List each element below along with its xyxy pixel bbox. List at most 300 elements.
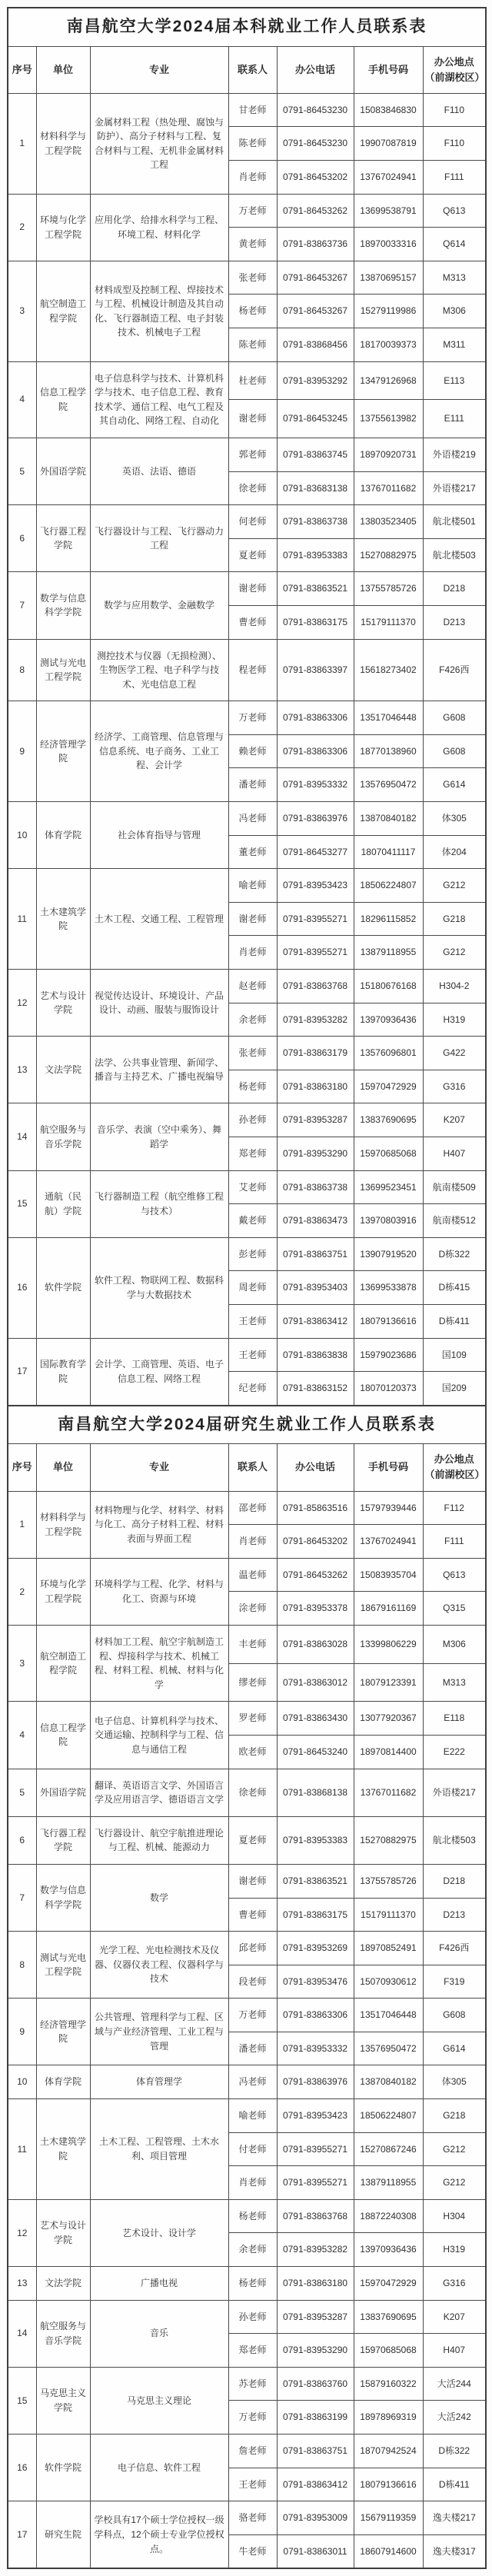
office-location-cell: Q613: [423, 1558, 486, 1592]
office-phone-cell: 0791-83863473: [277, 1204, 354, 1238]
contact-name-cell: 陈老师: [228, 328, 277, 361]
row-number-cell: 7: [8, 572, 36, 639]
office-location-cell: K207: [423, 1103, 486, 1137]
office-location-cell: G422: [423, 1037, 486, 1070]
row-number-cell: 17: [8, 1338, 36, 1406]
unit-cell: 信息工程学院: [36, 361, 90, 438]
table-row: [8, 93, 486, 127]
office-location-cell: D218: [423, 572, 486, 606]
unit-cell: 通航（民航）学院: [36, 1170, 90, 1237]
office-location-cell: E111: [423, 400, 486, 438]
office-location-cell: D213: [423, 1898, 486, 1932]
table-row: [8, 505, 486, 539]
mobile-number-cell: 13970936436: [354, 1003, 423, 1037]
table-title-row: [8, 1406, 486, 1444]
row-number-cell: 9: [8, 1999, 36, 2065]
contact-name-cell: 万老师: [228, 701, 277, 735]
contact-name-cell: 谢老师: [228, 1864, 277, 1898]
office-phone-cell: 0791-83953287: [277, 2300, 354, 2334]
contact-name-cell: 丰老师: [228, 1625, 277, 1663]
contact-name-cell: 杨老师: [228, 1070, 277, 1103]
office-phone-cell: 0791-83953290: [277, 1137, 354, 1171]
office-phone-cell: 0791-83863306: [277, 701, 354, 735]
office-phone-cell: 0791-83953282: [277, 2233, 354, 2267]
mobile-number-cell: 13870840182: [354, 802, 423, 836]
office-location-cell: H319: [423, 1003, 486, 1037]
column-header-contact: 联系人: [228, 46, 277, 93]
mobile-number-cell: 15679119359: [354, 2501, 423, 2535]
office-phone-cell: 0791-83953332: [277, 2032, 354, 2065]
office-phone-cell: 0791-86453230: [277, 93, 354, 127]
unit-cell: 测试与光电工程学院: [36, 639, 90, 701]
mobile-number-cell: 18970852491: [354, 1932, 423, 1965]
office-location-cell: 体204: [423, 835, 486, 869]
mobile-number-cell: 15270882975: [354, 538, 423, 572]
contact-name-cell: 谢老师: [228, 572, 277, 606]
office-phone-cell: 0791-83955271: [277, 2132, 354, 2166]
major-cell: 应用化学、给排水科学与工程、环境工程、材料化学: [90, 194, 228, 261]
office-phone-cell: 0791-85863516: [277, 1491, 354, 1525]
contact-name-cell: 冯老师: [228, 802, 277, 836]
table-row: [8, 2099, 486, 2133]
row-number-cell: 11: [8, 2099, 36, 2200]
office-phone-cell: 0791-83863012: [277, 1663, 354, 1702]
office-phone-cell: 0791-83953282: [277, 1003, 354, 1037]
office-phone-cell: 0791-83863152: [277, 1372, 354, 1406]
office-location-cell: M311: [423, 328, 486, 361]
mobile-number-cell: 18607914600: [354, 2534, 423, 2568]
office-location-cell: G218: [423, 902, 486, 936]
mobile-number-cell: 18079136616: [354, 2468, 423, 2501]
office-phone-cell: 0791-83955271: [277, 936, 354, 970]
office-phone-cell: 0791-83953332: [277, 768, 354, 802]
row-number-cell: 13: [8, 2267, 36, 2301]
table-row: [8, 1103, 486, 1137]
office-phone-cell: 0791-83953009: [277, 2501, 354, 2535]
table-row: [8, 1558, 486, 1592]
mobile-number-cell: 15879160322: [354, 2367, 423, 2401]
office-location-cell: H304-2: [423, 970, 486, 1003]
mobile-number-cell: 13699533878: [354, 1271, 423, 1305]
table-row: [8, 802, 486, 836]
major-cell: 材料加工工程、航空宇航制造工程、焊接科学与技术、机械工程、材料工程、机械、材料与化学: [90, 1625, 228, 1701]
major-cell: 广播电视: [90, 2267, 228, 2301]
contact-name-cell: 王老师: [228, 1304, 277, 1338]
office-phone-cell: 0791-83953383: [277, 1816, 354, 1864]
unit-cell: 信息工程学院: [36, 1702, 90, 1769]
contact-name-cell: 赖老师: [228, 734, 277, 768]
row-number-cell: 1: [8, 93, 36, 194]
undergrad-contact-table: [7, 7, 487, 1406]
mobile-number-cell: 15970685068: [354, 2334, 423, 2368]
mobile-number-cell: 13970803916: [354, 1204, 423, 1238]
contact-name-cell: 詹老师: [228, 2435, 277, 2468]
mobile-number-cell: 15270867246: [354, 2132, 423, 2166]
table-row: [8, 869, 486, 903]
contact-name-cell: 余老师: [228, 1003, 277, 1037]
mobile-number-cell: 15970685068: [354, 1137, 423, 1171]
office-location-cell: G608: [423, 701, 486, 735]
row-number-cell: 12: [8, 970, 36, 1037]
contact-name-cell: 王老师: [228, 1338, 277, 1372]
contact-name-cell: 肖老师: [228, 161, 277, 195]
table-row: [8, 361, 486, 400]
unit-cell: 环境与化学工程学院: [36, 194, 90, 261]
mobile-number-cell: 13517046448: [354, 701, 423, 735]
unit-cell: 环境与化学工程学院: [36, 1558, 90, 1625]
major-cell: 经济学、工商管理、信息管理与信息系统、电子商务、工业工程、会计学: [90, 701, 228, 802]
major-cell: 法学、公共事业管理、新闻学、播音与主持艺术、广播电视编导: [90, 1037, 228, 1103]
table-row: [8, 1338, 486, 1372]
mobile-number-cell: 13907919520: [354, 1237, 423, 1271]
mobile-number-cell: 15279119986: [354, 295, 423, 328]
unit-cell: 航空制造工程学院: [36, 261, 90, 361]
table-row: [8, 2435, 486, 2468]
mobile-number-cell: 15797939446: [354, 1491, 423, 1525]
office-location-cell: G614: [423, 768, 486, 802]
mobile-number-cell: 18978969319: [354, 2401, 423, 2435]
office-location-cell: Q614: [423, 228, 486, 261]
contact-name-cell: 郑老师: [228, 1137, 277, 1171]
mobile-number-cell: 18170039373: [354, 328, 423, 361]
mobile-number-cell: 13767011682: [354, 1769, 423, 1816]
mobile-number-cell: 13755613982: [354, 400, 423, 438]
contact-name-cell: 肖老师: [228, 2166, 277, 2200]
office-phone-cell: 0791-86453202: [277, 161, 354, 195]
office-location-cell: G608: [423, 1999, 486, 2032]
contact-name-cell: 余老师: [228, 2233, 277, 2267]
mobile-number-cell: 18506224807: [354, 2099, 423, 2133]
office-location-cell: G212: [423, 2166, 486, 2200]
table-row: [8, 1170, 486, 1204]
column-header-location: 办公地点（前湖校区）: [423, 46, 486, 93]
unit-cell: 经济管理学院: [36, 701, 90, 802]
contact-name-cell: 涂老师: [228, 1592, 277, 1626]
office-location-cell: F111: [423, 161, 486, 195]
mobile-number-cell: 15070930612: [354, 1965, 423, 1999]
office-phone-cell: 0791-83953383: [277, 538, 354, 572]
contact-name-cell: 黄老师: [228, 228, 277, 261]
mobile-number-cell: 18296115852: [354, 902, 423, 936]
mobile-number-cell: 13970936436: [354, 2233, 423, 2267]
major-cell: 飞行器设计、航空宇航推进理论与工程、机械、能源动力: [90, 1816, 228, 1864]
unit-cell: 外国语学院: [36, 438, 90, 504]
office-location-cell: 体305: [423, 2065, 486, 2099]
unit-cell: 文法学院: [36, 2267, 90, 2301]
contact-name-cell: 纪老师: [228, 1372, 277, 1406]
mobile-number-cell: 18770138960: [354, 734, 423, 768]
unit-cell: 研究生院: [36, 2501, 90, 2569]
office-phone-cell: 0791-83953290: [277, 2334, 354, 2368]
unit-cell: 马克思主义学院: [36, 2367, 90, 2434]
contact-name-cell: 万老师: [228, 1999, 277, 2032]
mobile-number-cell: 13803523405: [354, 505, 423, 539]
mobile-number-cell: 13517046448: [354, 1999, 423, 2032]
contact-name-cell: 谢老师: [228, 400, 277, 438]
office-phone-cell: 0791-86453267: [277, 295, 354, 328]
office-phone-cell: 0791-86453202: [277, 1525, 354, 1559]
office-phone-cell: 0791-83863028: [277, 1625, 354, 1663]
office-location-cell: F111: [423, 1525, 486, 1559]
contact-name-cell: 周老师: [228, 1271, 277, 1305]
row-number-cell: 7: [8, 1864, 36, 1931]
row-number-cell: 1: [8, 1491, 36, 1558]
mobile-number-cell: 18070411117: [354, 835, 423, 869]
mobile-number-cell: 13576950472: [354, 2032, 423, 2065]
mobile-number-cell: 13755785726: [354, 572, 423, 606]
contact-name-cell: 杜老师: [228, 361, 277, 400]
contact-name-cell: 喻老师: [228, 2099, 277, 2133]
office-phone-cell: 0791-83863180: [277, 2267, 354, 2301]
contact-name-cell: 段老师: [228, 1965, 277, 1999]
unit-cell: 外国语学院: [36, 1769, 90, 1816]
major-cell: 土木工程、工程管理、土木水利、项目管理: [90, 2099, 228, 2200]
mobile-number-cell: 15618273402: [354, 639, 423, 701]
column-header-office-phone: 办公电话: [277, 1444, 354, 1491]
unit-cell: 土木建筑学院: [36, 2099, 90, 2200]
office-location-cell: G614: [423, 2032, 486, 2065]
contact-name-cell: 赵老师: [228, 970, 277, 1003]
office-location-cell: 航南楼509: [423, 1170, 486, 1204]
mobile-number-cell: 15970472929: [354, 1070, 423, 1103]
major-cell: 体育管理学: [90, 2065, 228, 2099]
office-location-cell: 大活242: [423, 2401, 486, 2435]
major-cell: 土木工程、交通工程、工程管理: [90, 869, 228, 970]
office-phone-cell: 0791-83863412: [277, 1304, 354, 1338]
mobile-number-cell: 18970920731: [354, 438, 423, 471]
contact-name-cell: 王老师: [228, 2468, 277, 2501]
mobile-number-cell: 18079136616: [354, 1304, 423, 1338]
major-cell: 音乐: [90, 2300, 228, 2367]
mobile-number-cell: 13699523451: [354, 1170, 423, 1204]
major-cell: 环境科学与工程、化学、材料与化工、资源与环境: [90, 1558, 228, 1625]
office-location-cell: 国209: [423, 1372, 486, 1406]
unit-cell: 飞行器工程学院: [36, 505, 90, 572]
major-cell: 飞行器制造工程（航空维修工程与技术）: [90, 1170, 228, 1237]
mobile-number-cell: 18970033316: [354, 228, 423, 261]
office-location-cell: 大活244: [423, 2367, 486, 2401]
mobile-number-cell: 13837690695: [354, 1103, 423, 1137]
major-cell: 会计学、工商管理、英语、电子信息工程、网络工程: [90, 1338, 228, 1406]
office-phone-cell: 0791-86453267: [277, 261, 354, 295]
major-cell: 社会体育指导与管理: [90, 802, 228, 869]
table-row: [8, 438, 486, 471]
mobile-number-cell: 18070120373: [354, 1372, 423, 1406]
major-cell: 电子信息、计算机科学与技术、交通运输、控制科学与工程、信息与通信工程: [90, 1702, 228, 1769]
table-row: [8, 2267, 486, 2301]
column-header-mobile: 手机号码: [354, 1444, 423, 1491]
table-row: [8, 2199, 486, 2233]
office-phone-cell: 0791-86453262: [277, 1558, 354, 1592]
graduate-table-body: [8, 1491, 486, 2568]
office-location-cell: G218: [423, 2099, 486, 2133]
office-location-cell: 外语楼217: [423, 471, 486, 505]
contact-name-cell: 温老师: [228, 1558, 277, 1592]
contact-name-cell: 苏老师: [228, 2367, 277, 2401]
contact-name-cell: 陈老师: [228, 127, 277, 161]
major-cell: 飞行器设计与工程、飞行器动力工程: [90, 505, 228, 572]
mobile-number-cell: 13699538791: [354, 194, 423, 228]
contact-name-cell: 杨老师: [228, 2267, 277, 2301]
table-row: [8, 1816, 486, 1864]
column-header-major: 专业: [90, 1444, 228, 1491]
office-phone-cell: 0791-86453277: [277, 835, 354, 869]
contact-name-cell: 谢老师: [228, 902, 277, 936]
office-location-cell: D栋322: [423, 2435, 486, 2468]
table-row: [8, 2367, 486, 2401]
office-phone-cell: 0791-83863412: [277, 2468, 354, 2501]
contact-name-cell: 罗老师: [228, 1702, 277, 1736]
table-row: [8, 1037, 486, 1070]
office-phone-cell: 0791-83863976: [277, 802, 354, 836]
mobile-number-cell: 13767011682: [354, 471, 423, 505]
mobile-number-cell: 13879118955: [354, 936, 423, 970]
column-header-no: 序号: [8, 1444, 36, 1491]
column-header-no: 序号: [8, 46, 36, 93]
mobile-number-cell: 18707942524: [354, 2435, 423, 2468]
office-location-cell: F426西: [423, 639, 486, 701]
mobile-number-cell: 13837690695: [354, 2300, 423, 2334]
row-number-cell: 3: [8, 261, 36, 361]
office-location-cell: F110: [423, 127, 486, 161]
office-phone-cell: 0791-83863976: [277, 2065, 354, 2099]
office-phone-cell: 0791-83863738: [277, 505, 354, 539]
office-location-cell: 航北楼503: [423, 1816, 486, 1864]
office-phone-cell: 0791-83863306: [277, 734, 354, 768]
office-location-cell: D栋322: [423, 1237, 486, 1271]
contact-name-cell: 肖老师: [228, 936, 277, 970]
major-cell: 材料物理与化学、材料学、材料与化工、高分子材料工程、材料表面与界面工程: [90, 1491, 228, 1558]
office-phone-cell: 0791-83863306: [277, 1999, 354, 2032]
row-number-cell: 9: [8, 701, 36, 802]
office-location-cell: D栋411: [423, 1304, 486, 1338]
row-number-cell: 13: [8, 1037, 36, 1103]
mobile-number-cell: 15083935704: [354, 1558, 423, 1592]
contact-name-cell: 骆老师: [228, 2501, 277, 2535]
unit-cell: 材料科学与工程学院: [36, 1491, 90, 1558]
major-cell: 金属材料工程（热处理、腐蚀与防护）、高分子材料与工程、复合材料与工程、无机非金属材料工程: [90, 93, 228, 194]
office-location-cell: K207: [423, 2300, 486, 2334]
office-phone-cell: 0791-83863745: [277, 438, 354, 471]
mobile-number-cell: 18970814400: [354, 1735, 423, 1769]
contact-name-cell: 缪老师: [228, 1663, 277, 1702]
row-number-cell: 15: [8, 2367, 36, 2434]
office-location-cell: D218: [423, 1864, 486, 1898]
mobile-number-cell: 15179111370: [354, 605, 423, 639]
office-location-cell: Q613: [423, 194, 486, 228]
column-header-location: 办公地点（前湖校区）: [423, 1444, 486, 1491]
contact-name-cell: 彭老师: [228, 1237, 277, 1271]
table-row: [8, 701, 486, 735]
office-phone-cell: 0791-83953378: [277, 1592, 354, 1626]
major-cell: 视觉传达设计、环境设计、产品设计、动画、服装与服饰设计: [90, 970, 228, 1037]
contact-name-cell: 徐老师: [228, 1769, 277, 1816]
office-location-cell: 逸夫楼317: [423, 2534, 486, 2568]
table-row: [8, 2501, 486, 2535]
mobile-number-cell: 15083846830: [354, 93, 423, 127]
office-phone-cell: 0791-86453240: [277, 1735, 354, 1769]
unit-cell: 航空制造工程学院: [36, 1625, 90, 1701]
office-location-cell: M313: [423, 261, 486, 295]
contact-name-cell: 艾老师: [228, 1170, 277, 1204]
mobile-number-cell: 18079123391: [354, 1663, 423, 1702]
office-phone-cell: 0791-83953287: [277, 1103, 354, 1137]
office-location-cell: 外语楼217: [423, 1769, 486, 1816]
mobile-number-cell: 13399806229: [354, 1625, 423, 1663]
mobile-number-cell: 15179111370: [354, 1898, 423, 1932]
graduate-contact-table: [7, 1405, 487, 2570]
unit-cell: 材料科学与工程学院: [36, 93, 90, 194]
major-cell: 电子信息科学与技术、计算机科学与技术、电子信息工程、教育技术学、通信工程、电气工程及其自动化、网络工程、自动化: [90, 361, 228, 438]
major-cell: 数学与应用数学、金融数学: [90, 572, 228, 639]
office-location-cell: D栋415: [423, 1271, 486, 1305]
mobile-number-cell: 18679161169: [354, 1592, 423, 1626]
row-number-cell: 16: [8, 2435, 36, 2501]
mobile-number-cell: 13879118955: [354, 2166, 423, 2200]
office-location-cell: D栋411: [423, 2468, 486, 2501]
office-location-cell: F319: [423, 1965, 486, 1999]
major-cell: 软件工程、物联网工程、数据科学与大数据技术: [90, 1237, 228, 1338]
office-location-cell: E118: [423, 1702, 486, 1736]
office-phone-cell: 0791-83953423: [277, 2099, 354, 2133]
contact-name-cell: 邵老师: [228, 1491, 277, 1525]
contact-name-cell: 潘老师: [228, 2032, 277, 2065]
row-number-cell: 5: [8, 1769, 36, 1816]
table-row: [8, 1491, 486, 1525]
office-phone-cell: 0791-83953269: [277, 1932, 354, 1965]
row-number-cell: 6: [8, 1816, 36, 1864]
mobile-number-cell: 15979023686: [354, 1338, 423, 1372]
contact-name-cell: 潘老师: [228, 768, 277, 802]
row-number-cell: 2: [8, 1558, 36, 1625]
unit-cell: 艺术与设计学院: [36, 970, 90, 1037]
office-location-cell: H407: [423, 1137, 486, 1171]
table-row: [8, 2065, 486, 2099]
undergrad-table-title: 南昌航空大学2024届本科就业工作人员联系表: [8, 8, 486, 46]
office-phone-cell: 0791-83953476: [277, 1965, 354, 1999]
table-row: [8, 1999, 486, 2032]
column-header-unit: 单位: [36, 46, 90, 93]
row-number-cell: 6: [8, 505, 36, 572]
contact-name-cell: 张老师: [228, 261, 277, 295]
row-number-cell: 15: [8, 1170, 36, 1237]
row-number-cell: 4: [8, 1702, 36, 1769]
office-phone-cell: 0791-83863760: [277, 2367, 354, 2401]
office-location-cell: H304: [423, 2199, 486, 2233]
unit-cell: 经济管理学院: [36, 1999, 90, 2065]
row-number-cell: 17: [8, 2501, 36, 2569]
row-number-cell: 2: [8, 194, 36, 261]
contact-name-cell: 万老师: [228, 2401, 277, 2435]
row-number-cell: 10: [8, 802, 36, 869]
mobile-number-cell: 13576950472: [354, 768, 423, 802]
office-phone-cell: 0791-83863175: [277, 605, 354, 639]
unit-cell: 体育学院: [36, 2065, 90, 2099]
office-phone-cell: 0791-86453245: [277, 400, 354, 438]
major-cell: 材料成型及控制工程、焊接技术与工程、机械设计制造及其自动化、飞行器制造工程、电子封装技术、机械电子工程: [90, 261, 228, 361]
contact-name-cell: 孙老师: [228, 1103, 277, 1137]
contact-name-cell: 郑老师: [228, 2334, 277, 2368]
contact-name-cell: 杨老师: [228, 2199, 277, 2233]
unit-cell: 测试与光电工程学院: [36, 1932, 90, 1999]
column-header-mobile: 手机号码: [354, 46, 423, 93]
office-location-cell: Q315: [423, 1592, 486, 1626]
mobile-number-cell: 18872240308: [354, 2199, 423, 2233]
mobile-number-cell: 15180676168: [354, 970, 423, 1003]
office-location-cell: 航北楼501: [423, 505, 486, 539]
contact-name-cell: 夏老师: [228, 1816, 277, 1864]
unit-cell: 数学与信息科学学院: [36, 572, 90, 639]
